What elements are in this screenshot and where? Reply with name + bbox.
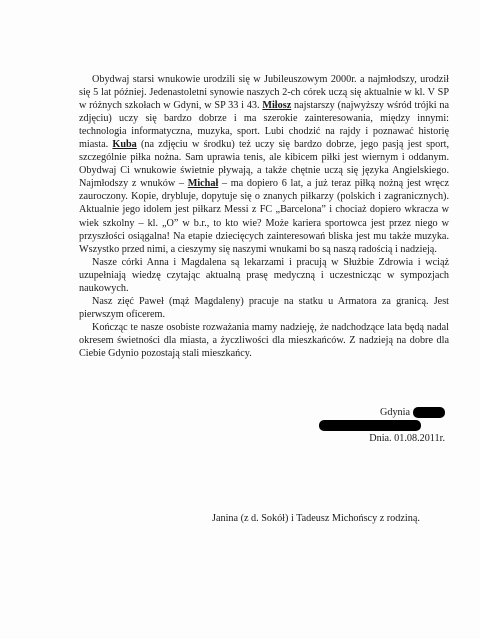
place-name: Gdynia (380, 407, 410, 418)
letter-body (79, 73, 449, 360)
paragraph-text: Obydwaj starsi wnukowie urodzili się w Jubileuszowym 2000r. a najmłodszy, urodził się 5 lat później. Jedenastoletni synowie naszych 2-ch córek uczą się aktualnie w kl. V SP w różnych szkołach w Gdyni, w SP 33 i 43. (79, 74, 449, 112)
paragraph-text: Nasze córki Anna i Magdalena są lekarzami i pracują w Służbie Zdrowia i wciąż uzupełniają wiedzę czytając aktualną prasę medyczną i uczestnicząc w sympozjach naukowych. (79, 256, 449, 294)
highlighted-name: Kuba (112, 139, 137, 151)
place-date-block (305, 406, 445, 445)
paragraph-text: Kończąc te nasze osobiste rozważania mamy nadzieję, że nadchodzące lata będą nadal okresem świetności dla miasta, a życzliwości dla mieszkańców. Z nadzieją na dobre dla Ciebie Gdynio pozostają stali mieszkańcy. (79, 321, 449, 359)
redaction-bar (319, 420, 421, 431)
letter-paragraph (79, 295, 449, 321)
place-line (305, 406, 445, 419)
paragraph-text: Nasz zięć Paweł (mąż Magdaleny) pracuje na statku u Armatora za granicą. Jest pierwszym oficerem. (79, 295, 449, 320)
paragraph-text: – ma dopiero 6 lat, a już teraz piłką nożną jest wręcz zauroczony. Kopie, drybluje, dopytuje się o znanych piłkarzy (polskich i zagranicznych). Aktualnie jego idolem jest piłkarz Messi z FC „Barcelona” i chociaż dopiero wkracza w wiek szkolny – kl. „O” w b.r., to kto wie? Może kariera sportowca jest przez niego w przyszłości osiągalna! Na etapie dziecięcych zainteresowań bliska jest mu także muzyka. Wszystko przed nimi, a cieszymy się naszymi wnukami bo są naszą radością i nadzieją. (79, 178, 449, 255)
letter-paragraph (79, 321, 449, 360)
highlighted-name: Michał (187, 178, 219, 190)
letter-paragraph (79, 256, 449, 295)
letter-date: Dnia. 01.08.2011r. (369, 433, 445, 444)
letter-signature: Janina (z d. Sokół) i Tadeusz Michońscy z rodziną. (212, 513, 420, 524)
paragraph-text: najstarszy (najwyższy wśród trójki na zdjęciu) uczy się bardzo dobrze i ma szerokie zainteresowania, między innymi: technologia informatyczna, muzyka, sport. Lubi chodzić na rajdy i poznawać historię miasta. (79, 100, 449, 151)
redaction-bar (413, 407, 445, 418)
redaction-line (305, 419, 445, 432)
letter-paragraph (79, 73, 449, 256)
highlighted-name: Miłosz (262, 100, 292, 112)
paragraph-text: (na zdjęciu w środku) też uczy się bardzo dobrze, jego pasją jest sport, szczególnie piłka nożna. Sam uprawia tenis, ale kibicem piłki jest wiernym i oddanym. Obydwaj Ci wnukowie świetnie pływają, a także chętnie uczą się języka Angielskiego. Najmłodszy z wnuków – (79, 139, 449, 190)
